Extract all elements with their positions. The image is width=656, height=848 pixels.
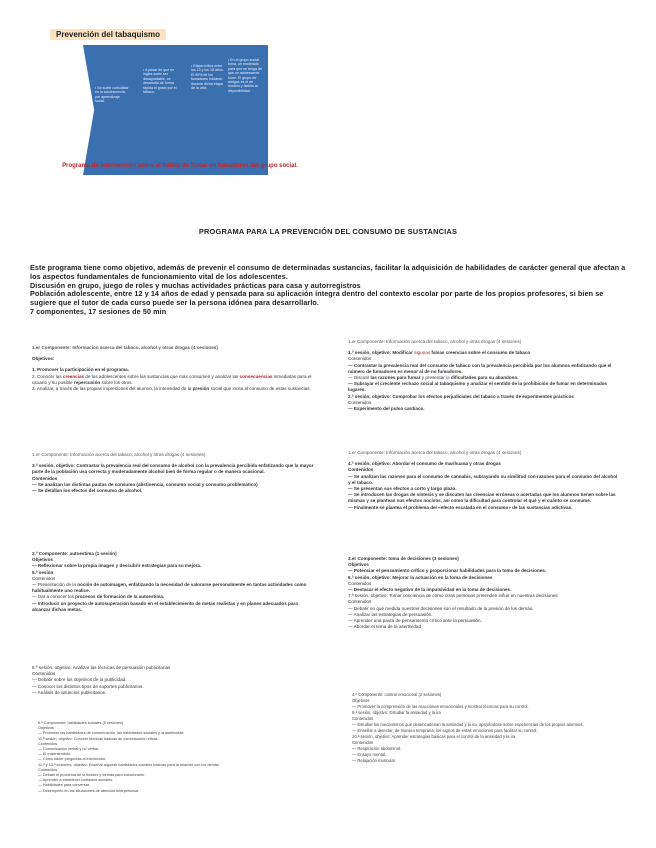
content-item: — Abordar el tema de la asertividad.	[348, 624, 423, 630]
line: 9.ª sesión, objetivo: Estudiar la ansiedad y la ira	[352, 710, 441, 715]
objectives-label: Objetivos	[348, 562, 369, 568]
line: 4.º Componente: control emocional (2 sesiones)	[352, 692, 442, 697]
line: — Desempeño en las situaciones de atención interpersonal.	[38, 788, 140, 793]
objective-1: 1. Promover la participación en el programa.	[32, 367, 130, 373]
line: Contenidos	[38, 741, 58, 746]
intro-objective: Este programa tiene como objetivo, además de prevenir el consumo de determinadas sustancias, facilitar la adquisición de habilidades de carácter general que afectan a los aspectos fundamentales de funcionamiento vital de los adolescentes.	[30, 263, 626, 281]
objectives-label: Objetivos:	[32, 356, 55, 362]
content-item: — Discutir las razones para fumar y presentar la dificultades para su abandono.	[348, 375, 519, 381]
block-heading: 1.er Componente: Información acerca del tabaco, alcohol y otras drogas (4 sesiones)	[348, 339, 522, 344]
line: — Relajación muscular.	[352, 758, 396, 763]
right-block-1	[348, 339, 620, 412]
contents-label: Contenidos	[348, 580, 372, 586]
left-block-2	[32, 452, 314, 494]
content-item: — Análisis de anuncios publicitarios.	[32, 689, 107, 695]
block-heading: 1.er Componente: Información acerca del tabaco, alcohol y otras drogas (4 sesiones)	[348, 450, 522, 455]
contents-label: Contenidos	[32, 671, 56, 677]
content-item: — Finalmente se plantea el problema del «efecto escalada en el consumo» de las sustancias adictivas.	[348, 504, 573, 510]
line: — Comunicación verbal y no verbal.	[38, 747, 99, 752]
line: 11.ª sesión, objetivo: Conocer técnicas básicas de comunicación eficaz.	[38, 736, 159, 741]
content-item: — Se analizan las razones para el consumo de cannabis, subrayando su similitud con razones para el consumo del alcohol y el tabaco.	[348, 473, 618, 485]
contents-label: Contenidos	[32, 475, 58, 481]
line: — Promover las habilidades de comunicación, las habilidades sociales y la asertividad.	[38, 731, 185, 736]
content-item: — Conocer los distintos tipos de soportes publicitarios.	[32, 683, 144, 689]
flow-step-1-text: • Se suele consolidar en la adolescencia, por aprendizaje social.	[95, 86, 129, 104]
block-heading: 3.er Componente: toma de decisiones (3 sesiones)	[348, 556, 459, 561]
left-block-4	[32, 665, 314, 696]
intro-structure: 7 componentes, 17 sesiones de 50 min	[30, 306, 167, 316]
right-block-4	[352, 692, 614, 764]
page-title: Prevención del tabaquismo	[50, 29, 166, 40]
content-item: — Subrayar el creciente rechazo social al tabaquismo y analizar el sentido de la prohibición de fumar en determinados lugares.	[348, 381, 608, 393]
section-title: PROGRAMA PARA LA PREVENCIÓN DEL CONSUMO DE SUSTANCIAS	[198, 227, 458, 236]
line: — El malentendido.	[38, 752, 72, 757]
contents-label: Contenidos	[348, 399, 372, 405]
intro-text	[30, 264, 630, 317]
line: — Debatir el problema de la timidez y formas para solucionarlo.	[38, 773, 145, 778]
line: Objetivos	[352, 698, 370, 703]
contents-label: Contenidos	[32, 575, 56, 581]
block-heading: 8.ª sesión, objetivo: Analizar las técnicas de persuasión publicitarias	[32, 665, 171, 670]
intro-method: Discusión en grupo, juego de roles y muchas actividades prácticas para casa y autorregistros	[30, 280, 361, 290]
line: — Ensayo mental.	[352, 752, 387, 757]
block-heading: 1.er Componente: Información acerca del tabaco, alcohol y otras drogas (4 sesiones)	[32, 452, 206, 457]
content-item: — Presentación de la noción de autoimagen, enfatizando la necesidad de valorarse personalmente en tantas actividades como habitualmente uno realice.	[32, 582, 307, 594]
left-block-1	[32, 345, 314, 392]
session-6: 6.ª sesión, objetivo: Mejorar la actuación en la toma de decisiones	[348, 574, 493, 580]
left-block-5	[38, 721, 288, 794]
line: — Habilidades para conversar.	[38, 783, 90, 788]
content-item: — Dar a conocer los procesos de formación de la autoestima.	[32, 594, 165, 600]
content-item: — Aprender una pauta de pensamiento crítico ante la persuasión.	[348, 618, 482, 624]
line: Contenidos	[352, 740, 374, 745]
line: — Estudiar los mecanismos que desencadenan la ansiedad y la ira, apoyándose sobre experiencias de los propios alumnos.	[352, 722, 584, 727]
session-4: 4.ª sesión, objetivo: Abordar el consumo de marihuana y otras drogas	[348, 461, 501, 467]
right-block-2	[348, 450, 620, 511]
content-item: — Introducir un proyecto de autosuperación basado en el establecimiento de metas realistas y en planes adecuados para alcanzar dichas metas.	[32, 600, 298, 612]
content-item: — Se detallan los efectos del consumo de alcohol.	[32, 488, 143, 494]
objectives-label: Objetivos	[32, 557, 53, 563]
content-item: — Debatir en qué medida nuestras decisiones son el resultado de la presión de los demás.	[348, 605, 534, 611]
line: — Respiración abdominal.	[352, 746, 402, 751]
content-item: — Experimento del pulso cardíaco.	[348, 406, 425, 412]
session-1: 1.ª sesión, objetivo: Modificar algunas falsas creencias sobre el consumo de tabaco	[348, 350, 531, 356]
line: 10.ª sesión, objetivo: Aprender estrategias básicas para el control de la ansiedad y la ira	[352, 734, 516, 739]
contents-label: Contenidos	[348, 467, 374, 473]
content-item: — Se introducen las drogas de síntesis y se discuten las creencias erróneas o acertadas que los alumnos tienen sobre las mismas y se plantean sus efectos nocivos, así como la dificultad para controlar el qué y el cuánto se consume.	[348, 492, 616, 504]
flow-step-4-text: • En el grupo social fuma, un modelado para que se tenga de que un adolescente fume. El grupo de amigos es el de modelo y facilita la disponibilidad.	[228, 58, 264, 93]
content-item: — Analizar las estrategias de persuasión.	[348, 611, 433, 617]
session-5: 5.ª sesión	[32, 569, 54, 575]
line: 5.º Componente: habilidades sociales (5 sesiones)	[38, 721, 124, 725]
line: Contenidos	[352, 716, 374, 721]
flow-caption: Programa de intervención sobre el hábito de fumar en fumadores del grupo social.	[62, 163, 298, 169]
flow-step-2-text: • A pesar de que en ingles suele ser desagradable, se desarrolla de forma rápida el gusto por el tabaco.	[143, 68, 177, 94]
line: — Cómo hacer preguntas al interlocutor.	[38, 757, 107, 762]
flow-step-3-text: • Etapa crítica entre los 13 y los 18 años. El 90% de los fumadores iniciaron durante dicha etapa de la vida.	[191, 64, 225, 90]
session-2: 2.ª sesión, objetivo: Comprobar los efectos perjudiciales del tabaco a través de experimentos prácticos	[348, 393, 574, 399]
content-item: — Contrastar la prevalencia real del consumo de tabaco con la prevalencia percibida por los alumnos enfatizando que el número de fumadores es menor al de no fumadores.	[348, 362, 612, 374]
session-7: 7.ª sesión, objetivo: Tomar conciencia de cómo otras personas pretenden influir en nuestras decisiones	[348, 593, 558, 599]
objective-item: — Reflexionar sobre la propia imagen y descubrir estrategias para su mejora.	[32, 563, 202, 569]
block-heading: 1.er Componente: Información acerca del tabaco, alcohol y otras drogas (4 sesiones)	[32, 345, 218, 350]
objective-3: 3. Analizar, a través de las propias impresiones del alumno, la intensidad de la presión social que incita al consumo de estas sustancias.	[32, 386, 311, 392]
right-block-3	[348, 556, 620, 630]
line: Objetivos	[38, 726, 54, 731]
session-3: 3.ª sesión, objetivo: Contrastar la prevalencia real del consumo de alcohol con la prevalencia percibida enfatizando que la mayor parte de la población usa correcta y moderadamente alcohol bien de forma regular o de manera ocasional.	[32, 463, 314, 475]
line: — Promover la comprensión de las reacciones emocionales y mostrar técnicas para su control.	[352, 704, 529, 709]
intro-population: Población adolescente, entre 12 y 14 años de edad y pensada para su aplicación íntegra dentro del contexto escolar por parte de los propios profesores, si bien se sugiere que el tutor de cada curso puede ser la persona idónea para desarrollarlo.	[30, 289, 604, 308]
line: — Enseñar a detectar, de manera temprana, los signos de estas emociones para facilitar su control.	[352, 728, 538, 733]
content-item: — Se analizan las distintas pautas de consumo (abstinencia, consumo social y consumo problemático)	[32, 481, 258, 487]
objective-item: — Potenciar el pensamiento crítico y proporcionar habilidades para la toma de decisiones.	[348, 568, 547, 574]
line: Contenidos	[38, 767, 58, 772]
contents-label: Contenidos	[348, 599, 372, 605]
line: — Aprender a establecer contactos sociales.	[38, 778, 114, 783]
line: 12.ª y 13.ª sesiones, objetivo: Enseñar algunas habilidades sociales básicas para la relación con los demás.	[38, 762, 220, 767]
contents-label: Contenidos	[348, 356, 372, 362]
left-block-3	[32, 551, 314, 613]
block-heading: 2.º Componente: autoestima (1 sesión)	[32, 551, 117, 556]
content-item: — Debatir sobre los objetivos de la publicidad.	[32, 677, 127, 683]
content-item: — Se presentan sus efectos a corto y largo plazo.	[348, 486, 457, 492]
objective-2: 2. Conocer las creencias de los adolescentes sobre las sustancias que más consumen y analizar las consecuencias inmediatas para el usuario y su posible repercusión sobre los otros.	[32, 373, 312, 385]
content-item: — Destacar el efecto negativo de la impulsividad en la toma de decisiones.	[348, 587, 512, 593]
